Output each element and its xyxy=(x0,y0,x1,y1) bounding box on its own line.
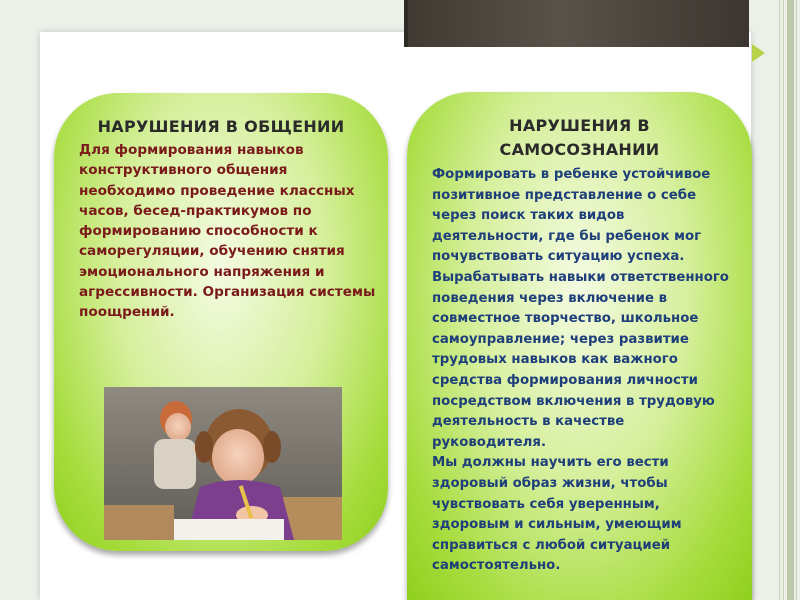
card-title: НАРУШЕНИЯ В САМОСОЗНАНИИ xyxy=(499,116,660,159)
children-writing-photo xyxy=(104,387,342,540)
card-paragraph: Вырабатывать навыки ответственного поведения через включение в совместное творчество, школьное самоуправление; через развитие трудовых навыков как важного средства формирования личности посредством включения в трудовую деятельность в качестве руководителя. xyxy=(432,269,729,450)
card-body xyxy=(432,165,732,577)
card-title: НАРУШЕНИЯ В ОБЩЕНИИ xyxy=(97,117,345,136)
card-paragraph: Для формирования навыков конструктивного общения необходимо проведение классных часов, бесед-практикумов по формированию способности к саморегуляции, обучению снятия эмоционального напряжения и агрессивности. Организация системы поощрений. xyxy=(79,142,376,321)
decor-line xyxy=(783,0,784,600)
card-paragraph: Мы должны научить его вести здоровый образ жизни, чтобы чувствовать себя уверенным, здоровым и сильным, умеющим справиться с любой ситуацией самостоятельно. xyxy=(432,455,682,574)
self-awareness-issues-card xyxy=(407,92,752,600)
card-body xyxy=(79,140,379,323)
triangle-marker-icon xyxy=(752,44,765,62)
decor-line xyxy=(779,0,780,600)
classroom-photo-image xyxy=(104,387,342,540)
decor-line xyxy=(796,0,797,600)
card-paragraph: Формировать в ребенке устойчивое позитивное представление о себе через поиск таких видов деятельности, где бы ребенок мог почувствовать ситуацию успеха. xyxy=(432,167,711,265)
decor-line xyxy=(787,0,794,600)
header-photo-strip xyxy=(404,0,749,47)
